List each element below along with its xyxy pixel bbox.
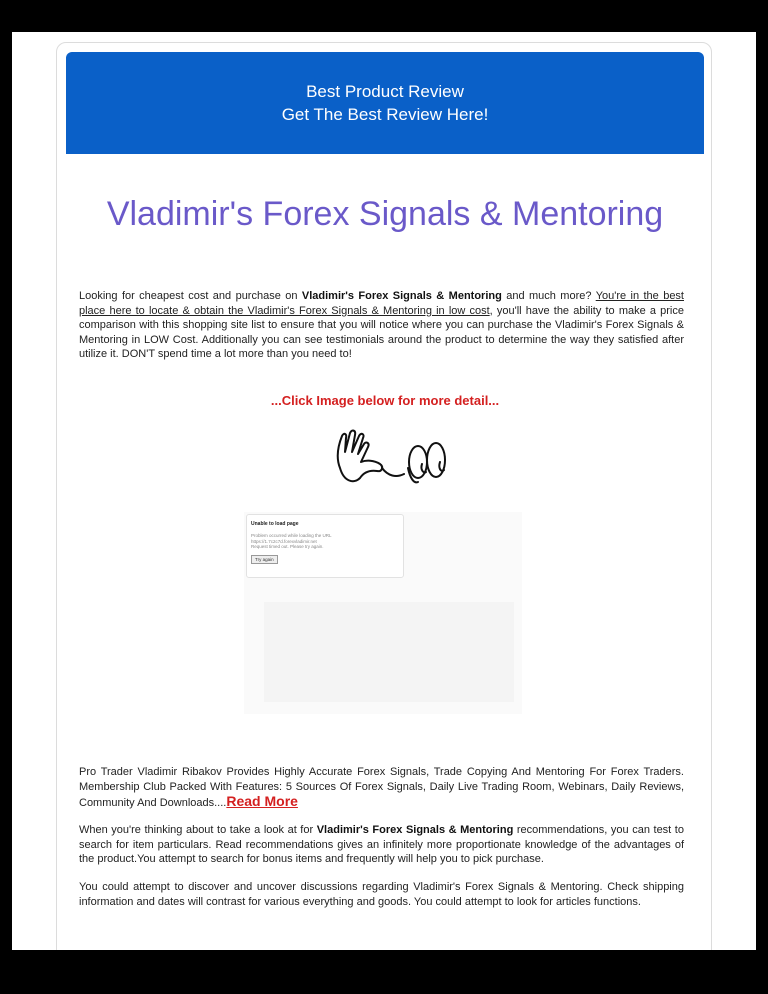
page-title: Vladimir's Forex Signals & Mentoring — [106, 195, 664, 233]
banner-title: Best Product Review — [306, 82, 464, 101]
product-description — [79, 765, 684, 811]
image-error-line-3: Request timed out. Please try again. — [251, 544, 324, 549]
click-image-prompt[interactable]: ...Click Image below for more detail... — [270, 393, 500, 408]
image-error-panel — [246, 514, 404, 578]
para4-text: You could attempt to discover and uncover discussions regarding Vladimir's Forex Signals & Mentoring. Check shipping information and dates will contrast for various everything and goods. You could attempt to look for articles functions. — [79, 881, 684, 908]
image-error-line-1: Problem occurred while loading the URL — [251, 533, 332, 538]
intro-product-name: Vladimir's Forex Signals & Mentoring — [301, 290, 502, 302]
content-card — [56, 42, 712, 950]
intro-link[interactable]: You're in the best place here to locate & obtain the Vladimir's Forex Signals & Mentoring in low cost — [79, 290, 684, 317]
header-banner — [66, 52, 704, 154]
pointing-hand-icon — [330, 428, 450, 490]
intro-text-1: Looking for cheapest cost and purchase on — [79, 290, 302, 302]
discussions-paragraph — [79, 880, 684, 909]
image-retry-button[interactable]: Try again — [251, 555, 278, 564]
para3-text-1: When you're thinking about to take a look at for — [79, 824, 317, 836]
read-more-link[interactable]: Read More — [226, 793, 298, 810]
image-error-title: Unable to load page — [251, 521, 299, 527]
page — [12, 32, 756, 950]
intro-paragraph — [79, 289, 684, 362]
banner-subtitle: Get The Best Review Here! — [281, 105, 489, 124]
image-error-line-2: https://1.7c2c7d.forexvladimir.net — [251, 538, 317, 544]
recommendations-paragraph — [79, 823, 684, 867]
intro-text-2: and much more? — [501, 290, 596, 302]
para3-product-name: Vladimir's Forex Signals & Mentoring — [316, 824, 514, 836]
description-text: Pro Trader Vladimir Ribakov Provides Highly Accurate Forex Signals, Trade Copying And Mentoring For Forex Traders. Membership Club Packed With Features: 5 Sources Of Forex Signals, Daily Live Trading Room, Webinars, Daily Reviews, Community And Downloads.... — [79, 766, 684, 810]
intro-text-3: , you'll have the ability to make a price comparison with this shopping site list to ensure that you will notice where you can purchase the Vladimir's Forex Signals & Mentoring in LOW Cost. Additionally you can see testimonials around the product to determine the way they satisfied after utilize it. DON'T spend time a lot more than you need to! — [79, 304, 684, 361]
image-placeholder-block — [264, 602, 514, 702]
product-image[interactable] — [244, 512, 522, 714]
para3-text-2: recommendations, you can test to search for item particulars. Read recommendations gives an infinitely more proportionate knowledge of the advantages of the product.You attempt to search for bonus items and frequently will help you to pick purchase. — [79, 824, 684, 866]
